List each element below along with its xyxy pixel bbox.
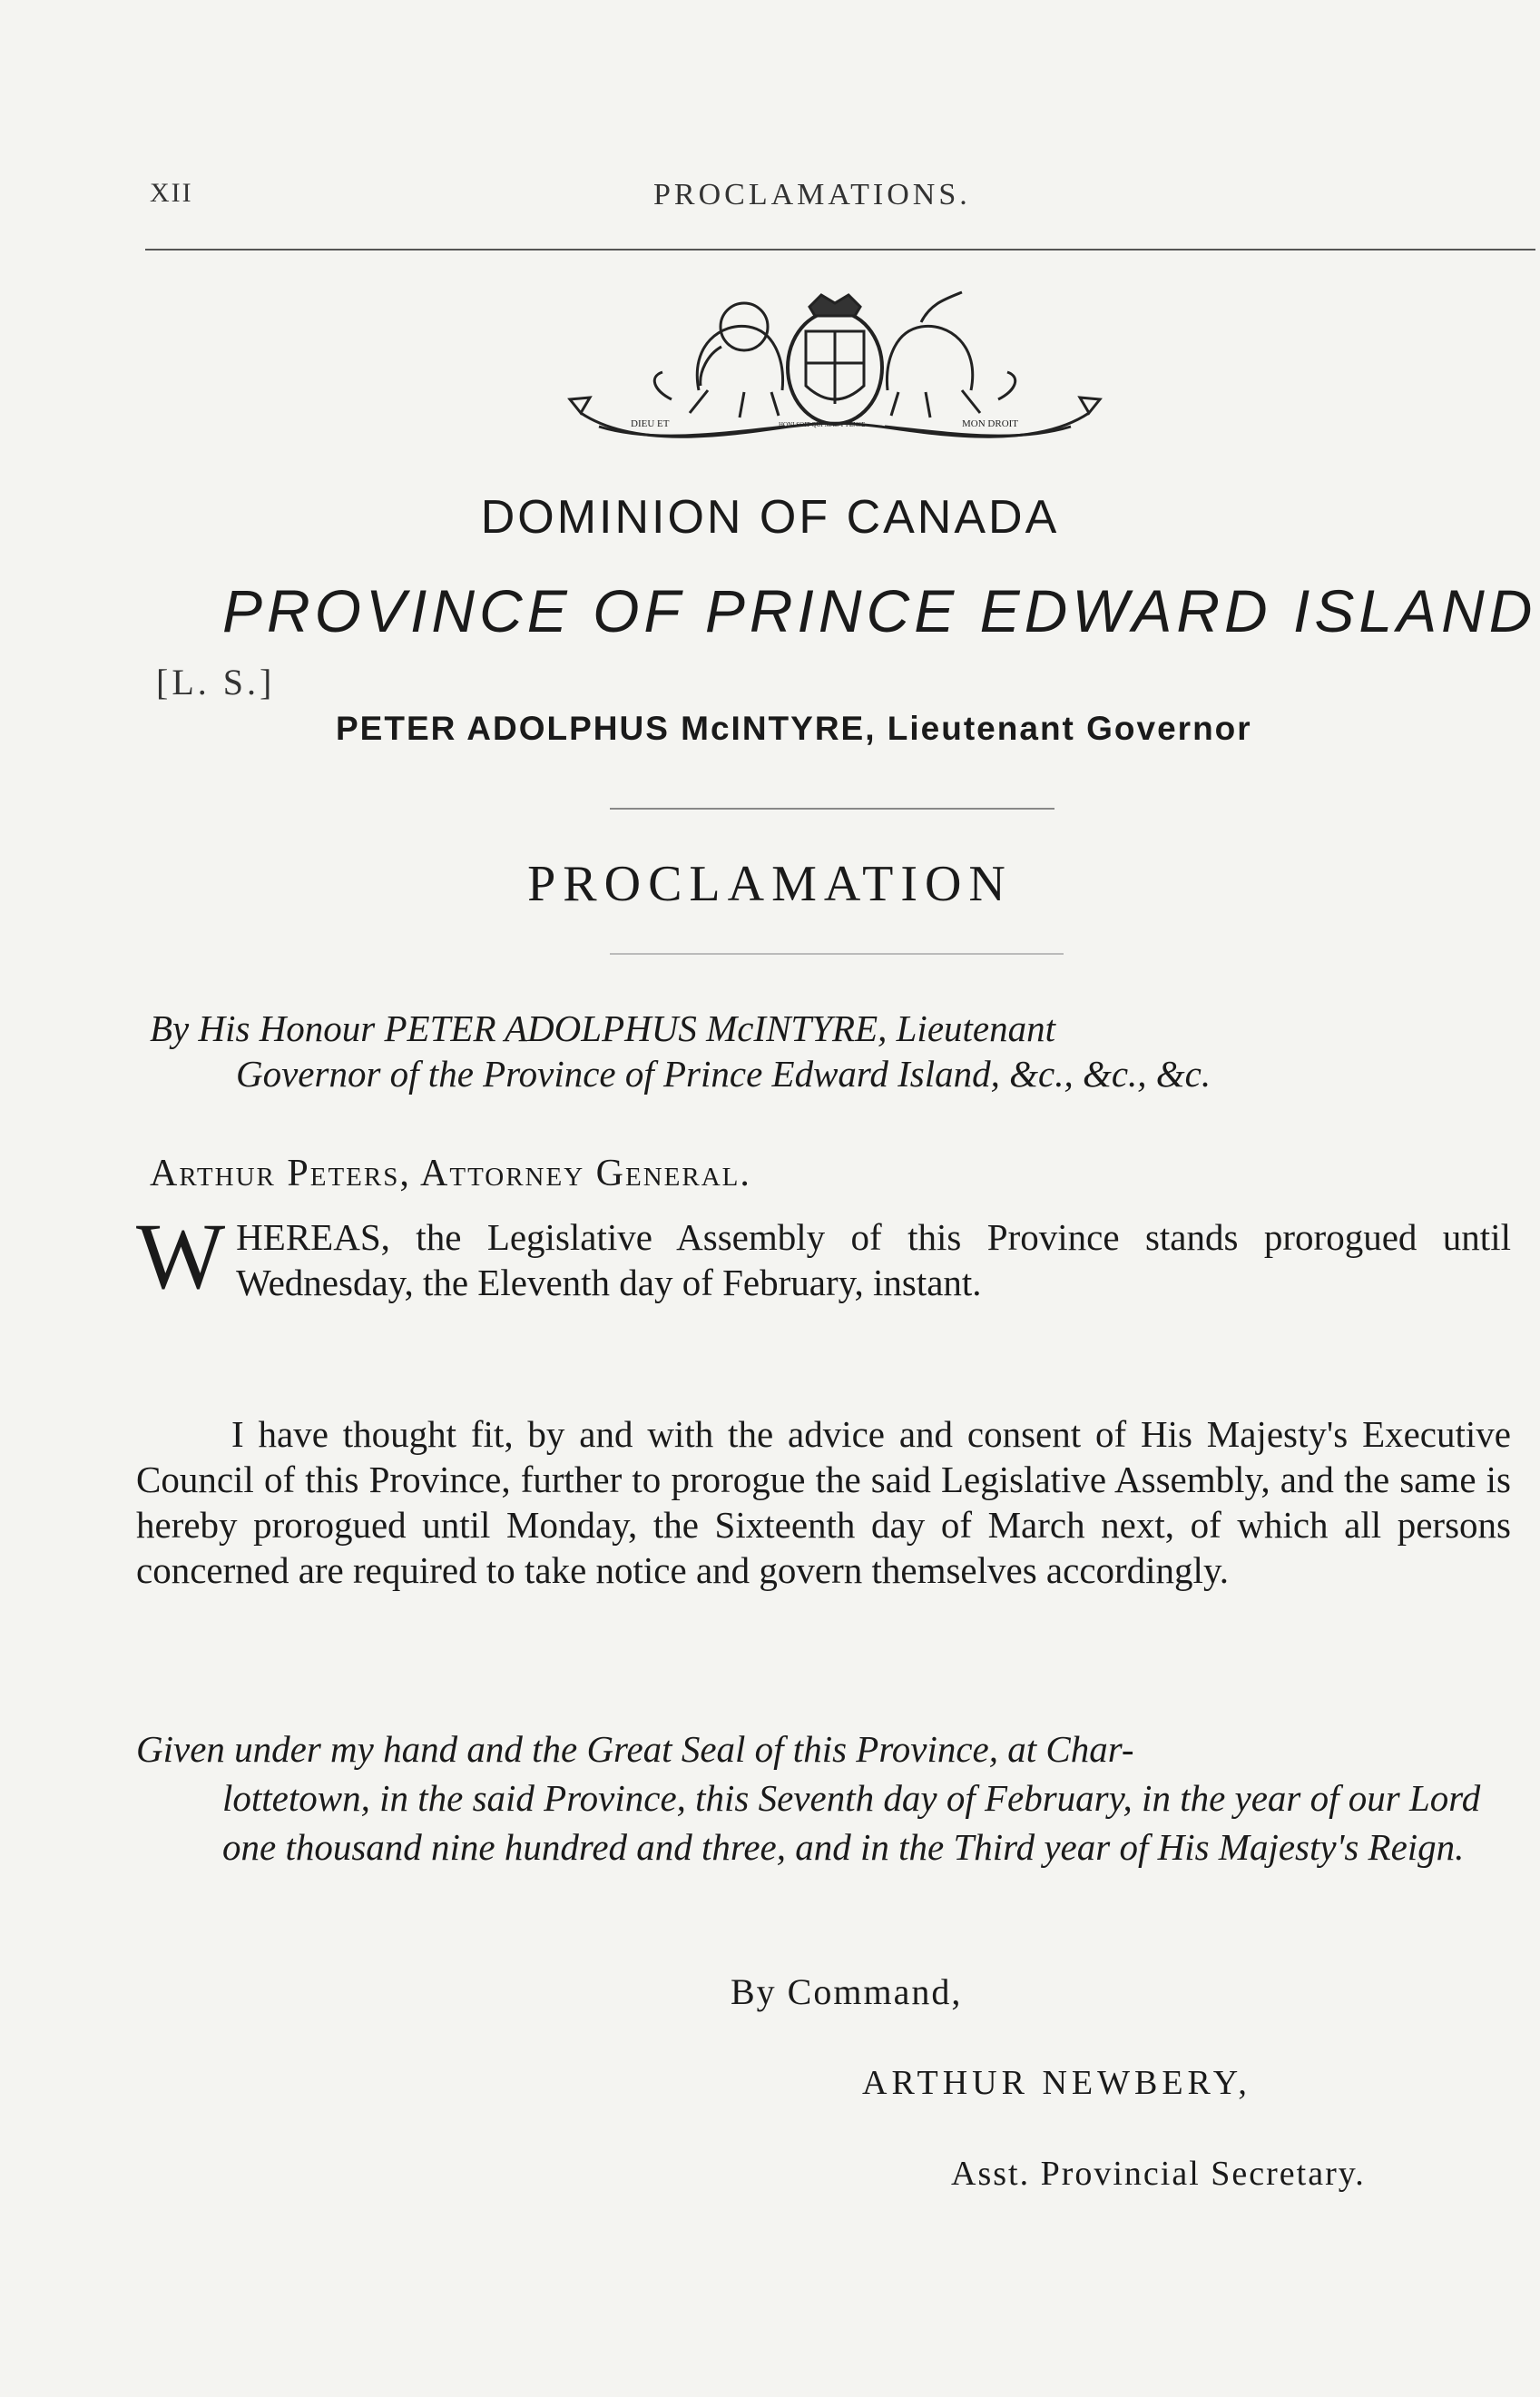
whereas-paragraph: [136, 1204, 1511, 1309]
svg-text:HONI SOIT QUI MAL Y PENSE: HONI SOIT QUI MAL Y PENSE: [779, 421, 866, 428]
given-under-paragraph: [136, 1724, 1506, 1871]
prorogation-paragraph: I have thought fit, by and with the advice and consent of His Majesty's Executive Council of this Province, further to prorogue the said Legislative Assembly, and the same is hereby prorogued until Monday, the Sixteenth day of March next, of which all persons concerned are required to take notice and govern themselves accordingly.: [136, 1413, 1511, 1591]
whereas-text: HEREAS, the Legislative Assembly of this Province stands prorogued until Wednesday, the Eleventh day of February, instant.: [236, 1216, 1511, 1303]
attorney-general-line: Arthur Peters, Attorney General.: [150, 1153, 751, 1194]
by-honour-line-1: By His Honour PETER ADOLPHUS McINTYRE, Lieutenant: [150, 1007, 1055, 1049]
header-rule: [145, 249, 1535, 251]
running-head: [150, 178, 1540, 223]
running-title: PROCLAMATIONS.: [653, 178, 971, 211]
dominion-title: DOMINION OF CANADA: [480, 491, 1060, 544]
province-title: PROVINCE OF PRINCE EDWARD ISLAND: [222, 577, 1537, 644]
by-command-line: By Command,: [731, 1971, 963, 2012]
governor-line: PETER ADOLPHUS McINTYRE, Lieutenant Governor: [336, 710, 1252, 747]
royal-coat-of-arms-icon: [563, 290, 1107, 445]
svg-text:DIEU ET: DIEU ET: [631, 418, 670, 429]
divider-rule: [610, 808, 1054, 810]
signer-name: ARTHUR NEWBERY,: [862, 2064, 1251, 2102]
by-honour-line-2: Governor of the Province of Prince Edward Island, &c., &c., &c.: [236, 1053, 1211, 1095]
seal-mark: [L. S.]: [156, 662, 276, 702]
divider-rule: [610, 953, 1064, 955]
drop-cap: W: [136, 1204, 226, 1309]
given-first-line: Given under my hand and the Great Seal of this Province, at Char-: [136, 1728, 1134, 1770]
proclamation-heading: PROCLAMATION: [527, 856, 1013, 912]
signer-title: Asst. Provincial Secretary.: [951, 2155, 1366, 2193]
page-folio: XII: [150, 178, 193, 208]
given-rest: lottetown, in the said Province, this Seventh day of February, in the year of our Lord one thousand nine hundred and three, and in the Third year of His Majesty's Reign.: [222, 1777, 1481, 1868]
by-honour-paragraph: [150, 1006, 1511, 1096]
svg-text:MON DROIT: MON DROIT: [962, 418, 1019, 429]
